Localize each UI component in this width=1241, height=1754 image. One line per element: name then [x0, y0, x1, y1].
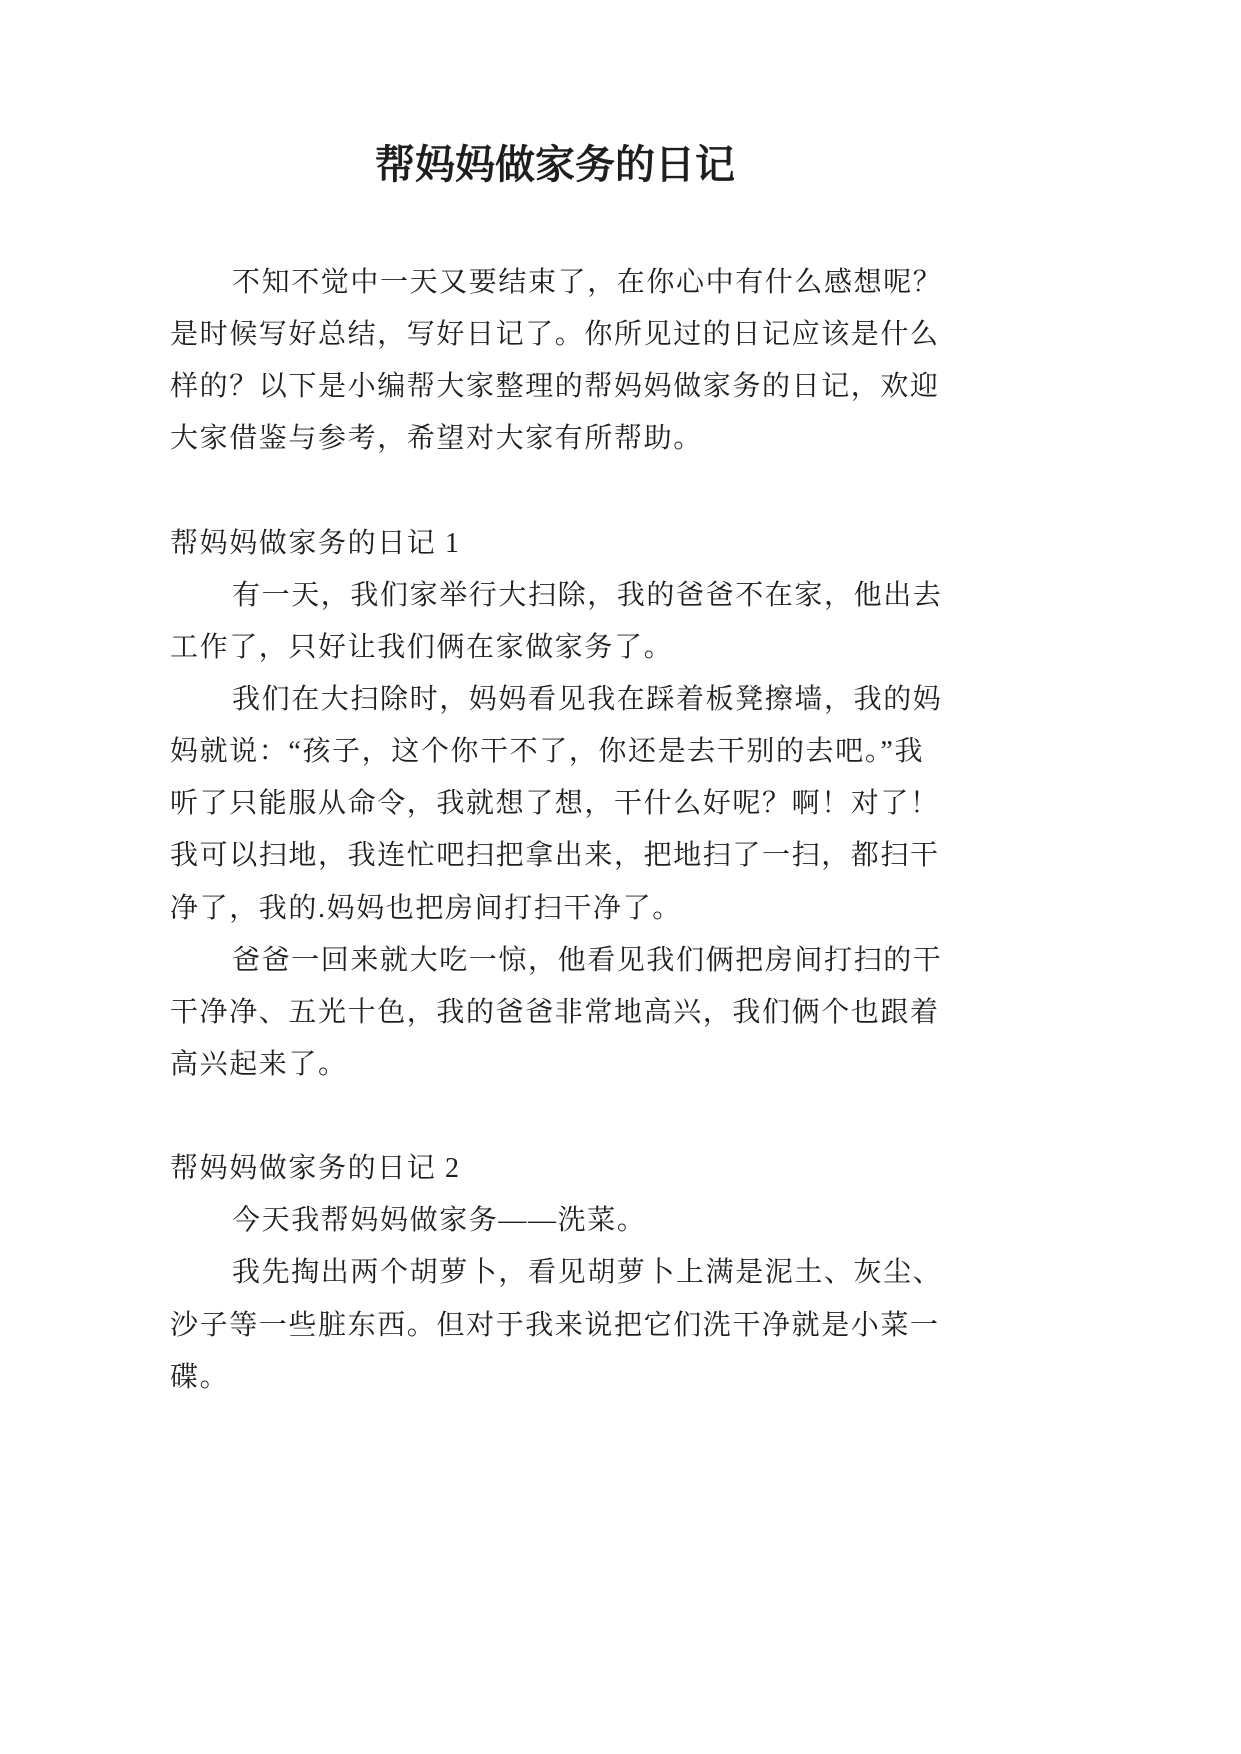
paragraph-line: 爸爸一回来就大吃一惊，他看见我们俩把房间打扫的干 [232, 944, 943, 976]
paragraph-line: 今天我帮妈妈做家务——洗菜。 [232, 1205, 647, 1237]
paragraph-line: 我可以扫地，我连忙吧扫把拿出来，把地扫了一扫，都扫干 [170, 840, 940, 872]
paragraph-line: 听了只能服从命令，我就想了想，干什么好呢？啊！对了！ [170, 788, 940, 820]
paragraph-line: 净了，我的.妈妈也把房间打扫干净了。 [170, 892, 682, 924]
paragraph-line: 有一天，我们家举行大扫除，我的爸爸不在家，他出去 [232, 579, 943, 611]
paragraph [170, 1195, 960, 1247]
paragraph-line: 沙子等一些脏东西。但对于我来说把它们洗干净就是小菜一 [170, 1309, 940, 1341]
paragraph-line: 是时候写好总结，写好日记了。你所见过的日记应该是什么 [170, 319, 940, 351]
paragraph-line: 工作了，只好让我们俩在家做家务了。 [170, 631, 674, 663]
diary-section-1 [170, 518, 960, 1091]
paragraph [170, 935, 960, 1091]
paragraph-line: 我们在大扫除时，妈妈看见我在踩着板凳擦墙，我的妈 [232, 684, 943, 715]
paragraph [170, 570, 960, 674]
paragraph-line: 干净净、五光十色，我的爸爸非常地高兴，我们俩个也跟着 [170, 996, 940, 1028]
paragraph-line: 不知不觉中一天又要结束了，在你心中有什么感想呢？ [232, 267, 943, 298]
document-body [170, 257, 960, 1404]
paragraph-line: 碟。 [170, 1361, 230, 1393]
paragraph-line: 高兴起来了。 [170, 1048, 348, 1080]
paragraph [170, 1247, 960, 1403]
section-heading: 帮妈妈做家务的日记 1 [170, 527, 461, 559]
paragraph-line: 妈就说：“孩子，这个你干不了，你还是去干别的去吧。”我 [170, 736, 925, 768]
document-title: 帮妈妈做家务的日记 [375, 142, 735, 187]
diary-section-2 [170, 1143, 960, 1404]
section-heading: 帮妈妈做家务的日记 2 [170, 1153, 461, 1185]
paragraph-line: 我先掏出两个胡萝卜，看见胡萝卜上满是泥土、灰尘、 [232, 1257, 943, 1289]
paragraph [170, 674, 960, 935]
paragraph-line: 大家借鉴与参考，希望对大家有所帮助。 [170, 423, 703, 455]
intro-paragraph [170, 257, 960, 466]
paragraph-line: 样的？以下是小编帮大家整理的帮妈妈做家务的日记，欢迎 [170, 371, 940, 403]
blank-line [170, 466, 960, 518]
blank-line [170, 1091, 960, 1143]
